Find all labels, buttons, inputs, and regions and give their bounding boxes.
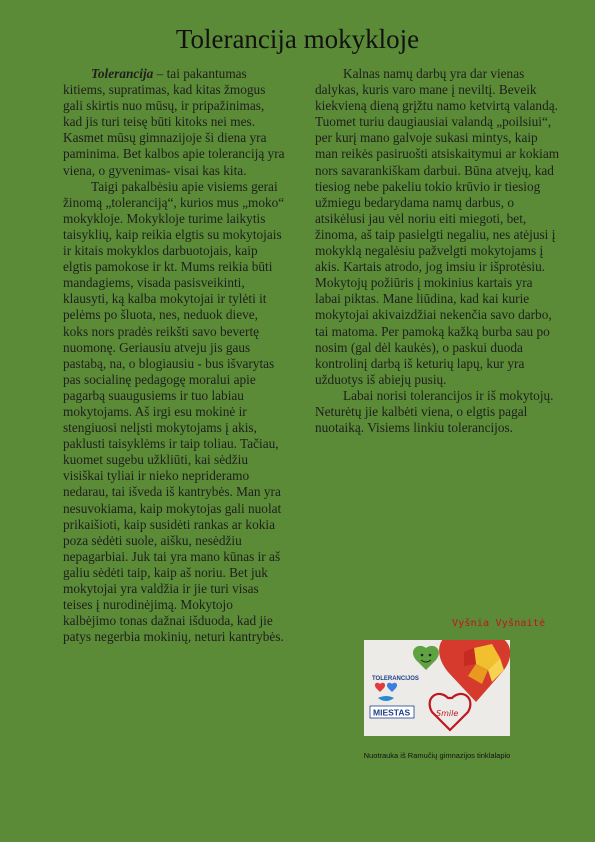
term-tolerancija: Tolerancija [91,66,154,81]
right-column [315,66,561,436]
paragraph-3: Kalnas namų darbų yra dar vienas dalykas, kuris varo mane į neviltį. Beveik kiekvieną dieną grįžtu namo ketvirtą valandą. Tuomet turiu daugiausiai valandą „poilsiui“, per kurį mano galvoje sukasi mintys, kaip man reikės pasiruošti atsiskaitymui ar kokiam nors savarankiškam darbui. Būna atvejų, kad tiesiog nebe pakeliu tokio krūvio ir tiesiog užmiegu bedarydama namų darbus, o atsikėlusi jau vėl noriu eiti miegoti, bet, žinoma, aš taip pasielgti negaliu, nes atėjusi į mokyklą negalėsiu pažvelgti mokytojams į akis. Kartais atrodo, jog imsiu ir išprotėsiu. Mokytojų požiūris į mokinius kartais yra labai piktas. Mane liūdina, kad kai kurie mokytojai akivaizdžiai nekenčia savo darbo, tai matoma. Per pamoką kažką burba sau po nosim (gal dėl kaukės), o paskui duoda kontrolinį darbą iš keturių lapų, kur yra užduotys iš abiejų pusių. [315,66,560,387]
paragraph-4: Labai norisi tolerancijos ir iš mokytojų. Neturėtų jie kalbėti viena, o elgtis pagal nuotaiką. Visiems linkiu tolerancijos. [315,387,554,436]
article-photo [364,640,510,736]
sign-top-text: TOLERANCIJOS [372,676,419,682]
paragraph-1 [63,66,285,179]
photo-illustration [364,640,510,736]
heart-text: Smile [436,709,459,718]
sign-bottom-text: MIESTAS [373,707,411,718]
left-column [63,66,285,645]
paragraph-2: Taigi pakalbėsiu apie visiems gerai žinomą „toleranciją“, kurios mus „moko“ mokykloje. Mokykloje turime laikytis taisyklių, kaip reikia elgtis su mokytojais ir kitais mokyklos darbuotojais, kaip elgtis pamokose ir kt. Mums reikia būti mandagiems, visada pasisveikinti, klausyti, ką kalba mokytojai ir tylėti it pelėms po šluota, nes, neduok dieve, koks nors pradės reikšti savo bevertę nuomonę. Geriausiu atveju jis gaus pastabą, na, o blogiausiu - bus išvarytas pas socialinę pedagogę moralui apie pagarbą suaugusiems ir tuo labiau mokytojams. Aš irgi esu mokinė ir stengiuosi nelįsti mokytojams į akis, paklusti taisyklėms ir taip toliau. Tačiau, kuomet sugebu užkliūti, kai sėdžiu visiškai tyliai ir nieko neprideramo nedarau, tai išveda iš kantrybės. Man yra nesuvokiama, kaip mokytojas gali nuolat prikaišioti, kaip susidėti rankas ar kokia poza sėdėti suole, aišku, nesėdžiu nepagarbiai. Juk tai yra mano kūnas ir aš galiu sėdėti taip, kaip aš noriu. Bet juk mokytojai yra valdžia ir jie turi visas teises į nurodinėjimą. Mokytojo kalbėjimo tonas dažnai išduoda, kad jie patys negerbia mokinių, neturi kantrybės. [63,178,285,645]
photo-caption: Nuotrauka iš Ramučių gimnazijos tinklalapio [363,751,511,760]
author-name: Vyšnia Vyšnaitė [452,618,546,629]
paragraph-1-text: – tai pakantumas kitiems, supratimas, kad kitas žmogus gali skirtis nuo mūsų, ir pripažinimas, kad jis turi teisę būti kitoks nei mes. Kasmet mūsų gimnazijoje ši diena yra paminima. Bet kalbos apie toleranciją yra viena, o gyvenimas- visai kas kita. [63,66,285,178]
article-title: Tolerancija mokykloje [175,24,420,54]
